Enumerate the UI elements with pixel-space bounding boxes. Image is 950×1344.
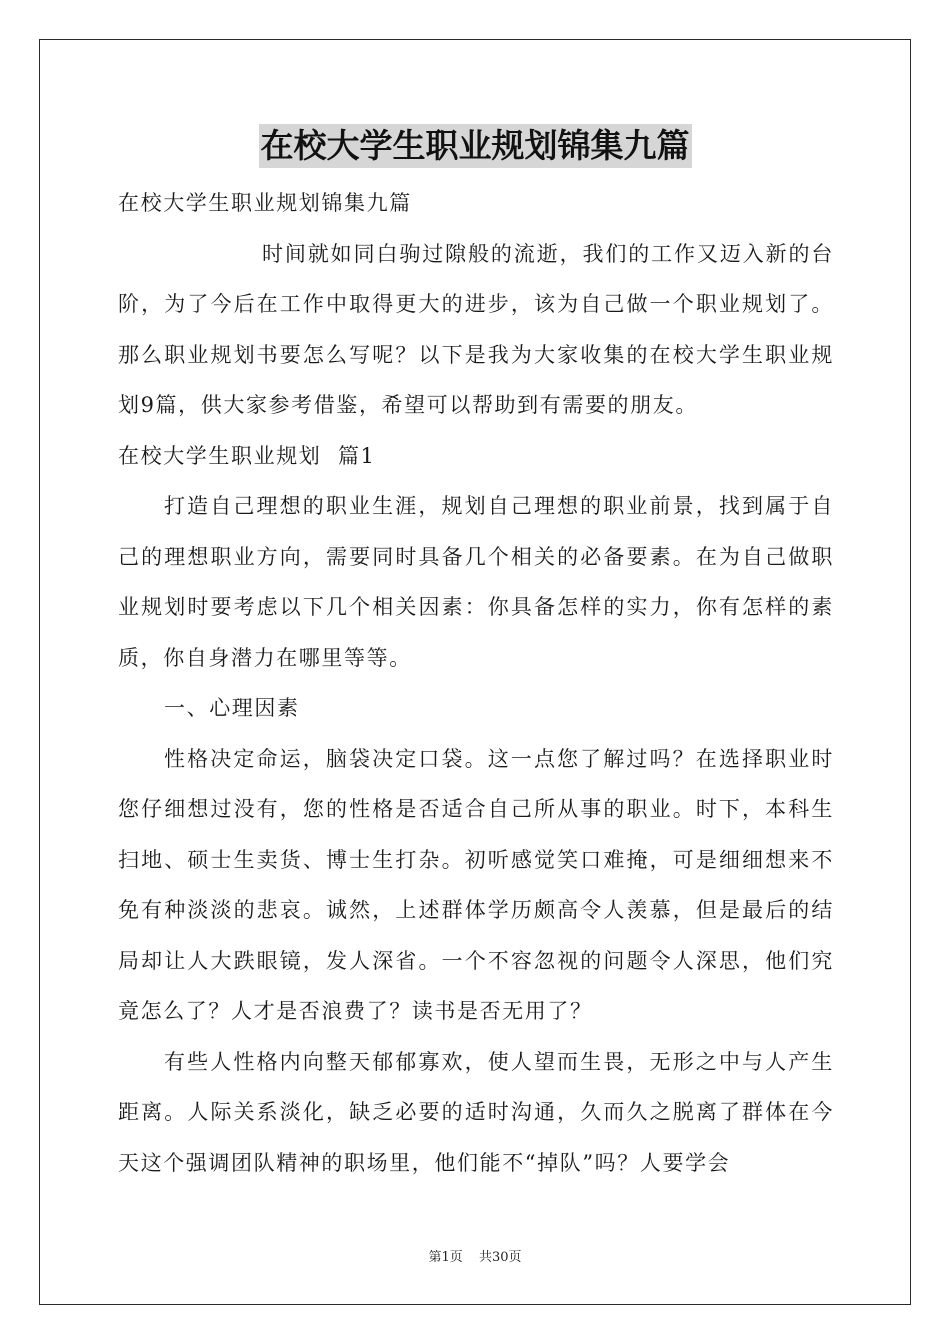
document-body (118, 178, 834, 1188)
paragraph-3: 有些人性格内向整天郁郁寡欢，使人望而生畏，无形之中与人产生距离。人际关系淡化，缺乏必要的适时沟通，久而久之脱离了群体在今天这个强调团队精神的职场里，他们能不“掉队”吗？人要学会 (118, 1049, 834, 1175)
section-title: 在校大学生职业规划 篇1 (118, 443, 376, 468)
intro-paragraph: 时间就如同白驹过隙般的流逝，我们的工作又迈入新的台阶，为了今后在工作中取得更大的进步，该为自己做一个职业规划了。那么职业规划书要怎么写呢？以下是我为大家收集的在校大学生职业规划9篇，供大家参考借鉴，希望可以帮助到有需要的朋友。 (118, 241, 834, 417)
page-footer (0, 1246, 950, 1265)
page-number: 第1页 (428, 1250, 463, 1265)
heading-psychology: 一、心理因素 (164, 696, 300, 720)
paragraph-2: 性格决定命运，脑袋决定口袋。这一点您了解过吗？在选择职业时您仔细想过没有，您的性格是否适合自己所从事的职业。时下，本科生扫地、硕士生卖货、博士生打杂。初听感觉笑口难掩，可是细细想来不免有种淡淡的悲哀。诚然，上述群体学历颇高令人羡慕，但是最后的结局却让人大跌眼镜，发人深省。一个不容忽视的问题令人深思，他们究竟怎么了？人才是否浪费了？读书是否无用了？ (118, 746, 834, 1023)
paragraph-1: 打造自己理想的职业生涯，规划自己理想的职业前景，找到属于自己的理想职业方向，需要同时具备几个相关的必备要素。在为自己做职业规划时要考虑以下几个相关因素：你具备怎样的实力，你有怎样的素质，你自身潜力在哪里等等。 (118, 494, 834, 670)
document-title: 在校大学生职业规划锦集九篇 (259, 124, 692, 168)
title-area (0, 124, 950, 168)
subtitle-line: 在校大学生职业规划锦集九篇 (118, 191, 412, 215)
page-total: 共30页 (478, 1250, 522, 1265)
